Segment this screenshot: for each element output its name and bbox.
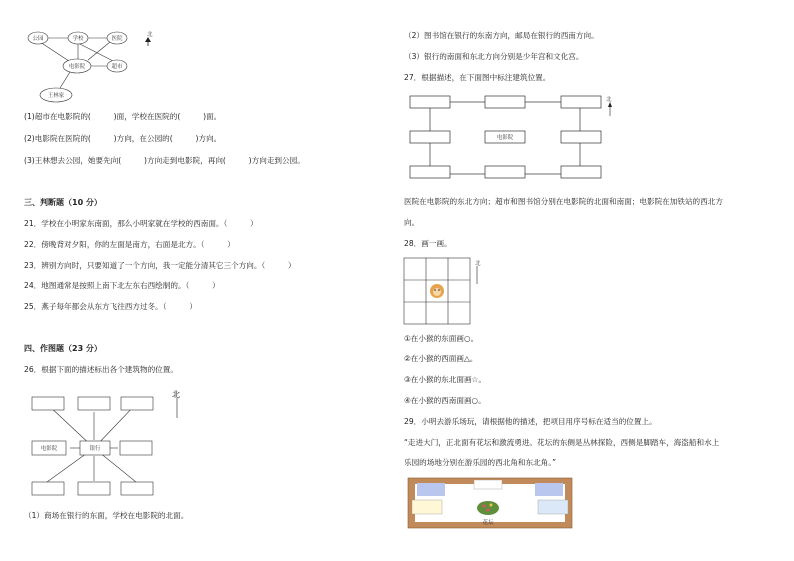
box-ne <box>121 397 153 410</box>
north-label-28: 北 <box>475 261 481 267</box>
north-arrow-icon <box>145 37 151 46</box>
box27-9 <box>561 166 601 178</box>
question-24: 24．地图通常是按照上南下北左东右西绘制的。（ ） <box>24 281 220 290</box>
question-27-desc-2: 向。 <box>404 218 420 227</box>
question-28-item-4: ④在小猴的西南面画○。 <box>404 396 486 405</box>
box27-2 <box>485 96 525 108</box>
question-29: 29．小明去游乐场玩，请根据他的描述，把项目用序号标在适当的位置上。 <box>404 417 657 426</box>
box27-4 <box>410 131 450 143</box>
park-slot-2 <box>535 483 563 496</box>
node-cinema-label: 电影院 <box>68 64 86 70</box>
box-se <box>121 482 153 495</box>
question-26: 26．根据下面的描述标出各个建筑物的位置。 <box>24 365 178 374</box>
box-bank-label: 银行 <box>89 446 101 452</box>
section4-title: 四、作图题（23 分） <box>24 344 102 353</box>
question-29-desc-2: 乐园的场地分别在游乐园的西北角和东北角。” <box>404 458 557 467</box>
question-21: 21．学校在小明家东南面，那么小明家就在学校的西南面。（ ） <box>24 219 258 228</box>
question-22: 22．傍晚背对夕阳，你的左面是南方，右面是北方。（ ） <box>24 240 235 249</box>
question-29-desc-1: “走进大门，正北面有花坛和激流勇进。花坛的东侧是丛林探险，西侧是脚踏车，海盗船和水上 <box>404 438 720 447</box>
box27-7 <box>410 166 450 178</box>
question-28-item-2: ②在小猴的西面画△。 <box>404 354 478 363</box>
question-27-desc-1: 医院在电影院的东北方向；超市和图书馆分别在电影院的北面和南面；电影院在加铁站的西北方 <box>404 197 723 206</box>
question-26-2: （2）图书馆在银行的东南方向，邮局在银行的西南方向。 <box>404 31 599 40</box>
box-e <box>120 441 152 455</box>
box-sw <box>32 482 64 495</box>
park-slot-3 <box>412 500 442 514</box>
question-top-2: (2)电影院在医院的( )方向，在公园的( )方向。 <box>24 134 222 143</box>
park-slot-1 <box>417 483 445 496</box>
question-26-1: （1）商场在银行的东面，学校在电影院的北面。 <box>24 511 189 520</box>
box27-6 <box>561 131 601 143</box>
north-arrow-icon <box>608 102 612 116</box>
question-26-3: （3）银行的南面和东北方向分别是少年宫和文化宫。 <box>404 52 584 61</box>
question-25: 25．燕子每年都会从东方飞往西方过冬。（ ） <box>24 302 197 311</box>
question-top-1: (1)超市在电影院的( )面，学校在医院的( )面。 <box>24 112 222 121</box>
question-28-item-3: ③在小猴的东北面画☆。 <box>404 375 486 384</box>
box-s <box>78 482 110 495</box>
box-cinema-label: 电影院 <box>40 446 58 452</box>
question-27: 27．根据描述，在下面图中标注建筑位置。 <box>404 73 551 82</box>
north-label-27: 北 <box>606 97 612 103</box>
node-park-label: 公园 <box>32 36 44 42</box>
node-school-label: 学校 <box>72 36 84 42</box>
question-top-3: (3)王林想去公园，她要先向( )方向走到电影院，再向( )方向走到公园。 <box>24 156 305 165</box>
section3-title: 三、判断题（10 分） <box>24 198 102 207</box>
flower-bed-icon <box>477 501 499 515</box>
box27-3 <box>561 96 601 108</box>
node-home-label: 王林家 <box>47 93 65 99</box>
node-hospital-label: 医院 <box>111 36 123 42</box>
box27-center-label: 电影院 <box>496 135 514 141</box>
box-nw <box>32 397 64 410</box>
north-label-26: 北 <box>172 390 180 399</box>
question-23: 23．辨别方向时，只要知道了一个方向，我一定能分清其它三个方向。（ ） <box>24 261 296 270</box>
question-28-item-1: ①在小猴的东面画○。 <box>404 334 479 343</box>
box27-1 <box>410 96 450 108</box>
park-slot-4 <box>538 500 568 514</box>
north-label: 北 <box>147 32 153 38</box>
question-28: 28．画一画。 <box>404 239 452 248</box>
monkey-icon <box>430 284 444 298</box>
flower-bed-label: 花坛 <box>482 520 494 526</box>
box-n <box>78 397 110 410</box>
node-supermarket-label: 超市 <box>111 64 123 70</box>
box27-8 <box>485 166 525 178</box>
